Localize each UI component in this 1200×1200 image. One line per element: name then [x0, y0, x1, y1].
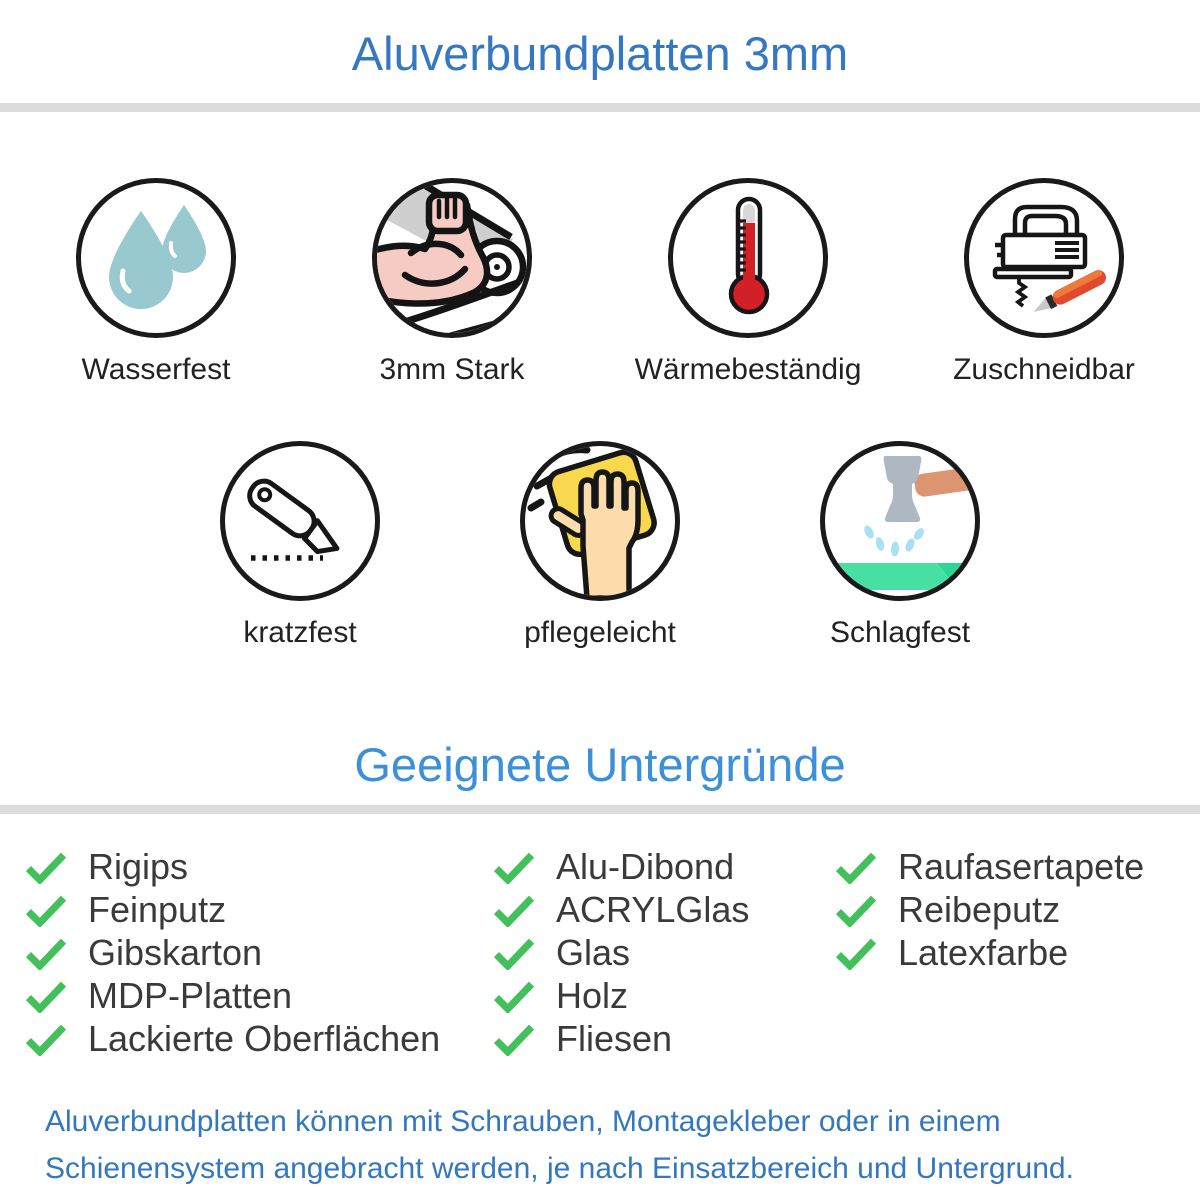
check-icon	[25, 894, 67, 927]
check-icon	[25, 980, 67, 1013]
check-icon	[25, 937, 67, 970]
feature-kratzfest	[150, 441, 450, 651]
substrates-column-1	[25, 846, 493, 1065]
feature-waermebestaendig	[608, 178, 888, 388]
list-item	[493, 932, 835, 973]
feature-label: 3mm Stark	[379, 353, 525, 386]
list-item	[25, 889, 493, 930]
feature-zuschneidbar	[904, 178, 1184, 388]
feature-label: pflegeleicht	[524, 616, 676, 649]
jigsaw-icon	[964, 178, 1124, 338]
feature-label: Wasserfest	[81, 353, 231, 386]
list-item	[835, 846, 1200, 887]
list-item-label: Holz	[556, 975, 629, 1016]
list-item-label: Gibskarton	[88, 932, 263, 973]
list-item-label: Fliesen	[556, 1018, 673, 1059]
list-item-label: Alu-Dibond	[556, 846, 735, 887]
list-item-label: Raufasertapete	[898, 846, 1145, 887]
list-item-label: Reibeputz	[898, 889, 1061, 930]
list-item-label: ACRYLGlas	[556, 889, 750, 930]
feature-label: Wärmebeständig	[634, 353, 862, 386]
mounting-note-line2: Schienensystem angebracht werden, je nach Einsatzbereich und Untergrund.	[45, 1152, 1074, 1185]
features-row-2	[0, 441, 1200, 651]
list-item	[493, 846, 835, 887]
substrates-list	[0, 846, 1200, 1065]
check-icon	[25, 851, 67, 884]
check-icon	[835, 851, 877, 884]
feature-wasserfest	[16, 178, 296, 388]
mounting-note-line1: Aluverbundplatten können mit Schrauben, Montagekleber oder in einem	[45, 1105, 1001, 1138]
list-item	[493, 975, 835, 1016]
substrates-section-title: Geeignete Untergründe	[354, 738, 846, 791]
list-item	[493, 1018, 835, 1059]
list-item-label: MDP-Platten	[88, 975, 293, 1016]
check-icon	[493, 894, 535, 927]
check-icon	[835, 937, 877, 970]
check-icon	[493, 937, 535, 970]
check-icon	[835, 894, 877, 927]
divider	[0, 103, 1200, 112]
wipe-hand-icon	[520, 441, 680, 601]
feature-pflegeleicht	[450, 441, 750, 651]
hammer-icon	[820, 441, 980, 601]
features-row-1	[0, 178, 1200, 388]
page-title: Aluverbundplatten 3mm	[351, 27, 849, 80]
list-item	[835, 932, 1200, 973]
check-icon	[493, 851, 535, 884]
feature-label: Schlagfest	[829, 616, 971, 649]
muscle-arm-icon	[372, 178, 532, 338]
check-icon	[493, 980, 535, 1013]
feature-label: Zuschneidbar	[953, 353, 1135, 386]
list-item	[25, 1018, 493, 1059]
check-icon	[493, 1023, 535, 1056]
list-item-label: Feinputz	[88, 889, 227, 930]
list-item-label: Lackierte Oberflächen	[88, 1018, 441, 1059]
list-item-label: Rigips	[88, 846, 189, 887]
list-item	[25, 932, 493, 973]
list-item	[25, 846, 493, 887]
check-icon	[25, 1023, 67, 1056]
feature-schlagfest	[750, 441, 1050, 651]
thermometer-icon	[668, 178, 828, 338]
water-drops-icon	[76, 178, 236, 338]
feature-label: kratzfest	[243, 616, 357, 649]
list-item	[493, 889, 835, 930]
divider	[0, 805, 1200, 814]
list-item	[25, 975, 493, 1016]
feature-3mm-stark	[312, 178, 592, 388]
substrates-column-3	[835, 846, 1200, 1065]
list-item-label: Latexfarbe	[898, 932, 1069, 973]
utility-knife-icon	[220, 441, 380, 601]
list-item	[835, 889, 1200, 930]
list-item-label: Glas	[556, 932, 631, 973]
substrates-column-2	[493, 846, 835, 1065]
mounting-note	[0, 1098, 1200, 1192]
